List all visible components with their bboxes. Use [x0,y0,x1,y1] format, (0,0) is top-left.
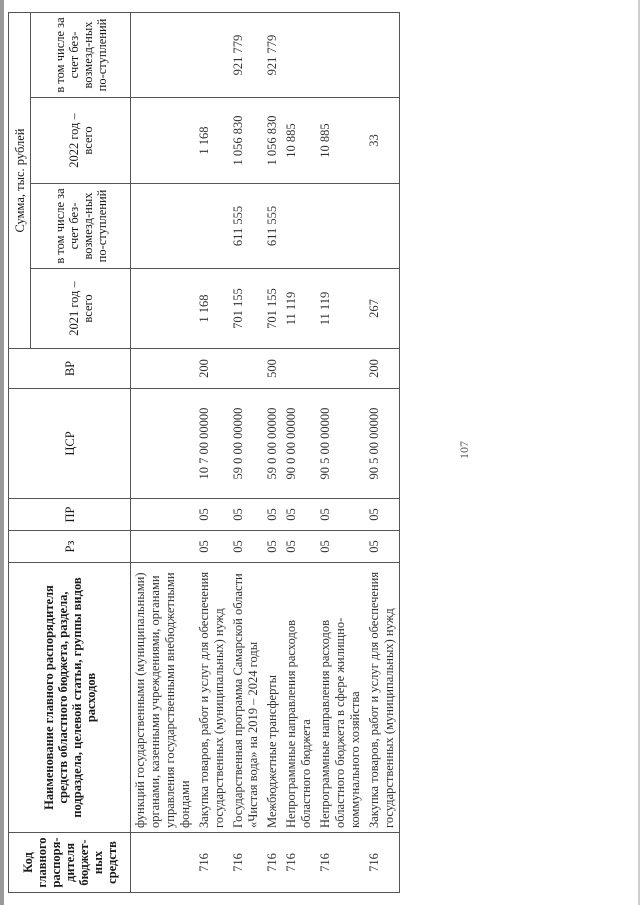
cell-total-2022: 10 885 [316,98,365,184]
cell-total-2022 [131,98,196,184]
cell-total-2021: 11 119 [282,269,316,349]
cell-name: Государственная программа Самарской области «Чистая вода» на 2019 – 2024 годы [229,563,263,833]
cell-csr [131,389,196,499]
header-total-2021: 2021 год – всего [31,269,131,349]
cell-csr: 90 5 00 00000 [365,389,400,499]
cell-vr [229,349,263,389]
header-sum-group: Сумма, тыс. рублей [9,13,31,349]
cell-code: 716 [229,833,263,893]
cell-name: Непрограммные направления расходов областного бюджета в сфере жилищно-коммунального хозяйства [316,563,365,833]
cell-incl-2022 [282,13,316,98]
cell-vr: 200 [195,349,229,389]
table-row [131,13,196,893]
cell-incl-2022 [195,13,229,98]
cell-rz: 05 [263,531,282,563]
header-incl-2022: в том числе за счет без-возмезд-ных по-ступлений [31,13,131,98]
cell-vr [131,349,196,389]
cell-csr: 10 7 00 00000 [195,389,229,499]
cell-rz: 05 [316,531,365,563]
page-number: 107 [457,441,471,459]
header-incl-2021: в том числе за счет без-возмезд-ных по-ступлений [31,184,131,269]
cell-total-2021: 1 168 [195,269,229,349]
cell-incl-2022 [365,13,400,98]
header-code: Код главного распоря-дителя бюджет-ных средств [9,833,131,893]
cell-pr [131,499,196,531]
cell-rz: 05 [282,531,316,563]
header-rz: Рз [9,531,131,563]
cell-rz: 05 [229,531,263,563]
cell-incl-2021: 611 555 [229,184,263,269]
header-vr: ВР [9,349,131,389]
header-pr: ПР [9,499,131,531]
cell-total-2021: 11 119 [316,269,365,349]
table-row [263,13,282,893]
cell-name: Межбюджетные трансферты [263,563,282,833]
cell-total-2022: 10 885 [282,98,316,184]
cell-incl-2022: 921 779 [229,13,263,98]
table-row [195,13,229,893]
cell-csr: 59 0 00 00000 [229,389,263,499]
cell-code [131,833,196,893]
cell-total-2021: 701 155 [263,269,282,349]
cell-total-2021 [131,269,196,349]
cell-incl-2022: 921 779 [263,13,282,98]
cell-rz: 05 [365,531,400,563]
cell-incl-2021 [365,184,400,269]
cell-incl-2021 [195,184,229,269]
cell-code: 716 [365,833,400,893]
cell-total-2021: 267 [365,269,400,349]
header-name: Наименование главного распорядителя средств областного бюджета, раздела, подраздела, целевой статьи, группы видов расходов [9,563,131,833]
cell-rz [131,531,196,563]
budget-table [8,12,400,893]
cell-pr: 05 [316,499,365,531]
cell-total-2022: 1 056 830 [229,98,263,184]
cell-vr [282,349,316,389]
table-row [282,13,316,893]
cell-incl-2021 [316,184,365,269]
header-csr: ЦСР [9,389,131,499]
cell-vr: 500 [263,349,282,389]
table-row [365,13,400,893]
cell-total-2022: 1 168 [195,98,229,184]
cell-csr: 90 5 00 00000 [316,389,365,499]
cell-csr: 59 0 00 00000 [263,389,282,499]
header-total-2022: 2022 год – всего [31,98,131,184]
cell-rz: 05 [195,531,229,563]
cell-pr: 05 [195,499,229,531]
cell-vr: 200 [365,349,400,389]
cell-vr [316,349,365,389]
cell-incl-2022 [316,13,365,98]
cell-total-2022: 33 [365,98,400,184]
cell-code: 716 [263,833,282,893]
cell-incl-2022 [131,13,196,98]
cell-incl-2021 [282,184,316,269]
cell-code: 716 [282,833,316,893]
cell-name: Непрограммные направления расходов областного бюджета [282,563,316,833]
cell-total-2021: 701 155 [229,269,263,349]
cell-code: 716 [316,833,365,893]
cell-name: функций государственными (муниципальными) органами, казенными учреждениями, органами управления государственными внебюджетными фондами [131,563,196,833]
cell-name: Закупка товаров, работ и услуг для обеспечения государственных (муниципальных) нужд [195,563,229,833]
cell-incl-2021: 611 555 [263,184,282,269]
table-row [229,13,263,893]
cell-pr: 05 [365,499,400,531]
cell-code: 716 [195,833,229,893]
cell-pr: 05 [263,499,282,531]
cell-pr: 05 [229,499,263,531]
cell-csr: 90 0 00 00000 [282,389,316,499]
cell-pr: 05 [282,499,316,531]
table-row [316,13,365,893]
cell-incl-2021 [131,184,196,269]
cell-total-2022: 1 056 830 [263,98,282,184]
cell-name: Закупка товаров, работ и услуг для обеспечения государственных (муниципальных) нужд [365,563,400,833]
